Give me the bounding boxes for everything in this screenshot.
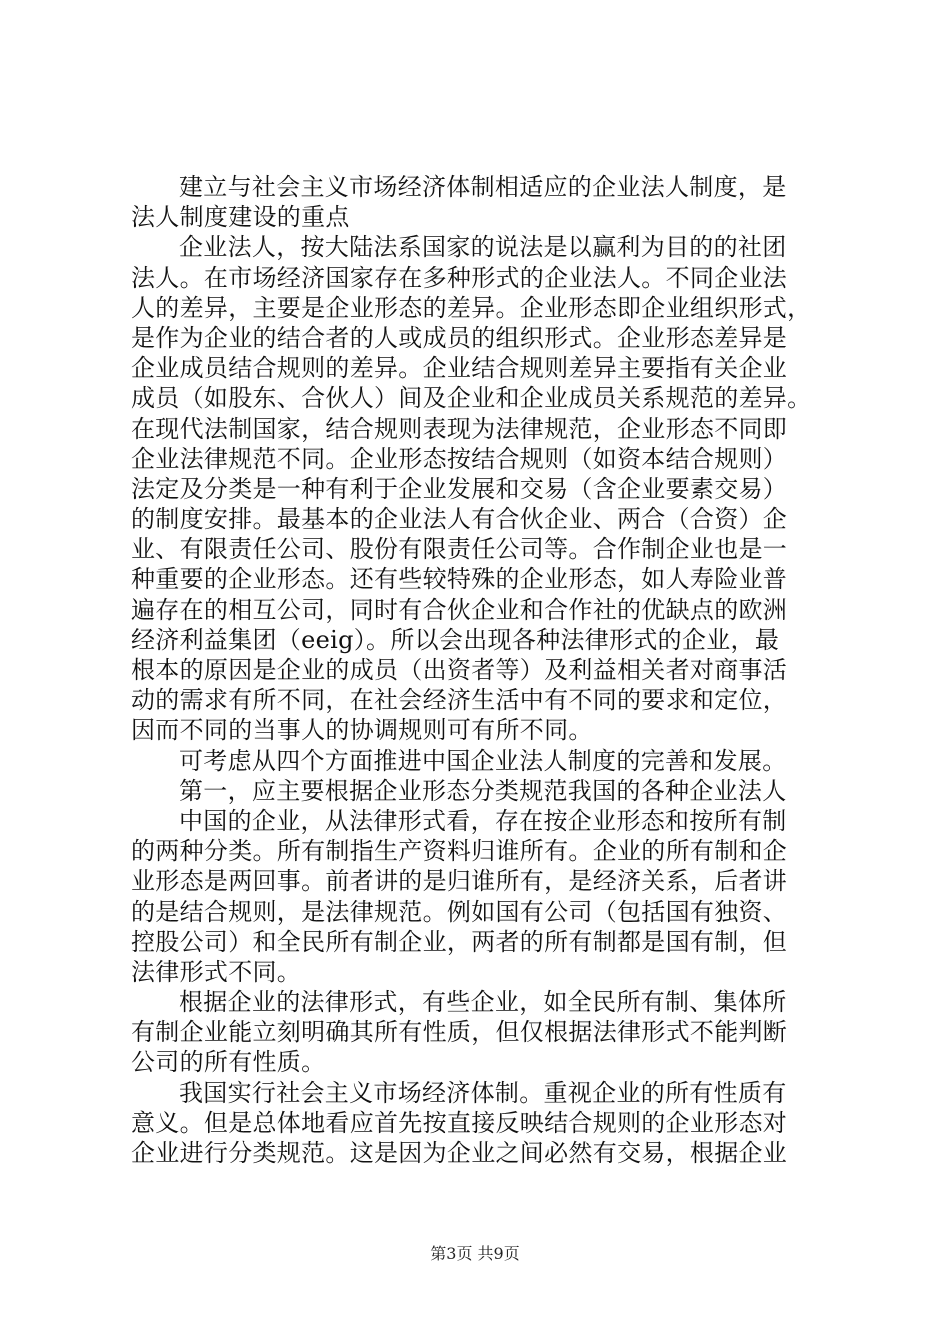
text-line: 根本的原因是企业的成员（出资者等）及利益相关者对商事活: [131, 656, 788, 684]
text-line: 法定及分类是一种有利于企业发展和交易（含企业要素交易）: [131, 474, 788, 503]
text-line: 业、有限责任公司、股份有限责任公司等。合作制企业也是一: [131, 535, 788, 564]
text-line: 有制企业能立刻明确其所有性质，但仅根据法律形式不能判断: [131, 1018, 788, 1047]
text-line: 第一，应主要根据企业形态分类规范我国的各种企业法人: [179, 776, 787, 805]
text-line: 根据企业的法律形式，有些企业，如全民所有制、集体所: [179, 988, 787, 1017]
text-line: 人的差异，主要是企业形态的差异。企业形态即企业组织形式，: [131, 293, 812, 322]
text-line: 公司的所有性质。: [131, 1048, 326, 1077]
text-line: 种重要的企业形态。还有些较特殊的企业形态，如人寿险业普: [131, 565, 788, 594]
text-line: 经济利益集团（eeig）。所以会出现各种法律形式的企业，最: [131, 625, 780, 654]
text-line: 的两种分类。所有制指生产资料归谁所有。企业的所有制和企: [131, 837, 788, 866]
text-line: 中国的企业，从法律形式看，存在按企业形态和按所有制: [179, 806, 787, 835]
text-line: 业形态是两回事。前者讲的是归谁所有，是经济关系，后者讲: [131, 867, 788, 896]
text-line: 在现代法制国家，结合规则表现为法律规范，企业形态不同即: [131, 414, 788, 443]
text-line: 成员（如股东、合伙人）间及企业和企业成员关系规范的差异。: [131, 384, 812, 413]
text-line: 法律形式不同。: [131, 957, 302, 986]
text-line: 动的需求有所不同，在社会经济生活中有不同的要求和定位，: [131, 686, 788, 715]
text-line: 法人。在市场经济国家存在多种形式的企业法人。不同企业法: [131, 263, 788, 292]
text-line: 可考虑从四个方面推进中国企业法人制度的完善和发展。: [179, 746, 787, 775]
text-line: 的制度安排。最基本的企业法人有合伙企业、两合（合资）企: [131, 505, 788, 534]
text-line: 是作为企业的结合者的人或成员的组织形式。企业形态差异是: [131, 323, 788, 352]
text-line: 企业进行分类规范。这是因为企业之间必然有交易，根据企业: [131, 1139, 788, 1167]
text-line: 建立与社会主义市场经济体制相适应的企业法人制度，是: [179, 173, 787, 201]
text-line: 企业法人，按大陆法系国家的说法是以赢利为目的的社团: [179, 233, 787, 262]
text-line: 意义。但是总体地看应首先按直接反映结合规则的企业形态对: [131, 1108, 788, 1137]
text-line: 的是结合规则，是法律规范。例如国有公司（包括国有独资、: [131, 897, 788, 926]
text-line: 控股公司）和全民所有制企业，两者的所有制都是国有制，但: [131, 927, 788, 956]
document-body: [131, 172, 831, 1168]
text-line: 我国实行社会主义市场经济体制。重视企业的所有性质有: [179, 1078, 787, 1107]
page-footer: 第3页 共9页: [430, 1244, 520, 1263]
text-line: 因而不同的当事人的协调规则可有所不同。: [131, 716, 593, 745]
text-line: 法人制度建设的重点: [131, 203, 350, 232]
text-line: 企业成员结合规则的差异。企业结合规则差异主要指有关企业: [131, 354, 788, 383]
text-line: 企业法律规范不同。企业形态按结合规则（如资本结合规则）: [131, 444, 788, 473]
text-line: 遍存在的相互公司，同时有合伙企业和合作社的优缺点的欧洲: [131, 595, 788, 624]
